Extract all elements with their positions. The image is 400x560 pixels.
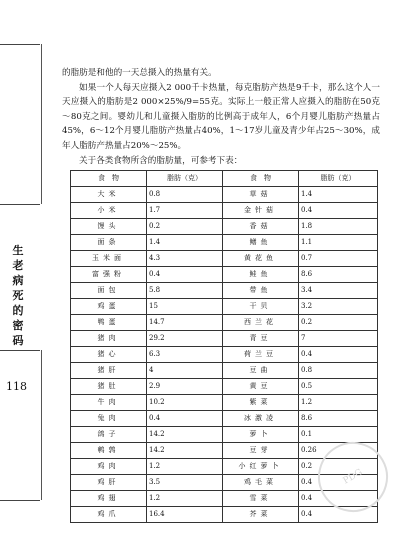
table-row bbox=[71, 378, 378, 394]
food-name-cell: 大米 bbox=[71, 186, 147, 202]
food-name-cell: 西兰花 bbox=[223, 314, 299, 330]
watermark-seal: PDG bbox=[305, 429, 400, 525]
fat-value-cell: 1.2 bbox=[147, 458, 223, 474]
food-name-cell: 面包 bbox=[71, 282, 147, 298]
fat-value-cell: 14.7 bbox=[147, 314, 223, 330]
food-name-cell: 荷兰豆 bbox=[223, 346, 299, 362]
fat-value-cell: 0.4 bbox=[299, 346, 378, 362]
food-name-cell: 猪肉 bbox=[71, 330, 147, 346]
header-fat: 脂肪（克） bbox=[299, 170, 378, 186]
running-title-char: 老 bbox=[12, 259, 24, 272]
food-name-cell: 鸡翅 bbox=[71, 490, 147, 506]
food-name-cell: 鲑鱼 bbox=[223, 266, 299, 282]
food-name-cell: 雪菜 bbox=[223, 490, 299, 506]
food-name-cell: 金针菇 bbox=[223, 202, 299, 218]
food-name-cell: 鸡爪 bbox=[71, 506, 147, 522]
table-row bbox=[71, 266, 378, 282]
food-name-cell: 面条 bbox=[71, 234, 147, 250]
table-row bbox=[71, 506, 378, 522]
running-title bbox=[11, 243, 25, 348]
food-name-cell: 带鱼 bbox=[223, 282, 299, 298]
fat-value-cell: 16.4 bbox=[147, 506, 223, 522]
fat-value-cell: 2.9 bbox=[147, 378, 223, 394]
fat-value-cell: 29.2 bbox=[147, 330, 223, 346]
table-row bbox=[71, 186, 378, 202]
margin-rule-lower bbox=[0, 350, 40, 351]
fat-value-cell: 4 bbox=[147, 362, 223, 378]
food-name-cell: 玉米面 bbox=[71, 250, 147, 266]
fat-value-cell: 0.8 bbox=[299, 362, 378, 378]
fat-value-cell: 0.26 bbox=[299, 442, 378, 458]
food-name-cell: 富强粉 bbox=[71, 266, 147, 282]
margin-rule-bottom bbox=[0, 500, 40, 501]
food-name-cell: 芥菜 bbox=[223, 506, 299, 522]
margin-rule-top bbox=[0, 44, 40, 45]
table-row bbox=[71, 426, 378, 442]
fat-value-cell: 15 bbox=[147, 298, 223, 314]
food-name-cell: 冰激凌 bbox=[223, 410, 299, 426]
fat-value-cell: 10.2 bbox=[147, 394, 223, 410]
fat-value-cell: 1.2 bbox=[147, 490, 223, 506]
food-name-cell: 豆曲 bbox=[223, 362, 299, 378]
fat-value-cell: 14.2 bbox=[147, 426, 223, 442]
fat-value-cell: 0.2 bbox=[299, 458, 378, 474]
food-name-cell: 草菇 bbox=[223, 186, 299, 202]
fat-value-cell: 0.4 bbox=[299, 506, 378, 522]
fat-value-cell: 5.8 bbox=[147, 282, 223, 298]
fat-value-cell: 8.6 bbox=[299, 266, 378, 282]
table-row bbox=[71, 330, 378, 346]
running-title-char: 病 bbox=[12, 274, 24, 287]
fat-value-cell: 3.5 bbox=[147, 474, 223, 490]
margin-vertical-line bbox=[41, 44, 42, 204]
fat-value-cell: 0.4 bbox=[299, 474, 378, 490]
fat-value-cell: 0.2 bbox=[147, 218, 223, 234]
header-food: 食 物 bbox=[223, 170, 299, 186]
fat-value-cell: 0.7 bbox=[299, 250, 378, 266]
page-number: 118 bbox=[6, 380, 27, 393]
table-row bbox=[71, 298, 378, 314]
fat-value-cell: 3.2 bbox=[299, 298, 378, 314]
food-name-cell: 豆芽 bbox=[223, 442, 299, 458]
food-name-cell: 小红萝卜 bbox=[223, 458, 299, 474]
table-row bbox=[71, 346, 378, 362]
table-row bbox=[71, 202, 378, 218]
running-title-char: 死 bbox=[12, 289, 24, 302]
table-row bbox=[71, 218, 378, 234]
fat-value-cell: 0.4 bbox=[299, 490, 378, 506]
fat-value-cell: 1.2 bbox=[299, 394, 378, 410]
food-name-cell: 黄豆 bbox=[223, 378, 299, 394]
fat-value-cell: 0.1 bbox=[299, 426, 378, 442]
food-name-cell: 鸽子 bbox=[71, 426, 147, 442]
running-title-char: 的 bbox=[12, 304, 24, 317]
fat-value-cell: 0.4 bbox=[299, 202, 378, 218]
food-name-cell: 鸡毛菜 bbox=[223, 474, 299, 490]
fat-value-cell: 3.4 bbox=[299, 282, 378, 298]
food-name-cell: 小米 bbox=[71, 202, 147, 218]
running-title-char: 密 bbox=[12, 319, 24, 332]
fat-value-cell: 1.4 bbox=[299, 186, 378, 202]
fat-value-cell: 0.2 bbox=[299, 314, 378, 330]
food-name-cell: 馒头 bbox=[71, 218, 147, 234]
header-food: 食 物 bbox=[71, 170, 147, 186]
food-name-cell: 干贝 bbox=[223, 298, 299, 314]
food-name-cell: 鳝鱼 bbox=[223, 234, 299, 250]
food-name-cell: 鹌鹑 bbox=[71, 442, 147, 458]
fat-value-cell: 1.4 bbox=[147, 234, 223, 250]
fat-value-cell: 4.3 bbox=[147, 250, 223, 266]
fat-value-cell: 7 bbox=[299, 330, 378, 346]
table-row bbox=[71, 410, 378, 426]
food-name-cell: 萝卜 bbox=[223, 426, 299, 442]
fat-value-cell: 1.1 bbox=[299, 234, 378, 250]
paragraph-continuation: 的脂肪是和他的一天总摄入的热量有关。 bbox=[62, 68, 217, 78]
fat-value-cell: 14.2 bbox=[147, 442, 223, 458]
food-name-cell: 猪肚 bbox=[71, 378, 147, 394]
fat-value-cell: 0.5 bbox=[299, 378, 378, 394]
margin-rule-middle bbox=[0, 204, 40, 205]
food-name-cell: 紫菜 bbox=[223, 394, 299, 410]
fat-value-cell: 1.7 bbox=[147, 202, 223, 218]
food-name-cell: 牛肉 bbox=[71, 394, 147, 410]
food-name-cell: 青豆 bbox=[223, 330, 299, 346]
table-header-row bbox=[71, 170, 378, 186]
table-row bbox=[71, 314, 378, 330]
fat-value-cell: 1.8 bbox=[299, 218, 378, 234]
food-name-cell: 鸡蛋 bbox=[71, 298, 147, 314]
paragraph-fat-intake: 如果一个人每天应摄入2 000千卡热量，每克脂肪产热是9千卡，那么这个人一天应摄入的脂肪是2 000×25%/9=55克。实际上一般正常人应摄入的脂肪在50克～80克之间。婴幼儿和儿童摄入脂肪的比例高于成年人，6个月婴儿脂肪产热量占45%，6～12个月婴儿脂肪产热量占40%，1～17岁儿童及青少年占25～30%，成年人脂肪产热量占20%～25%。 bbox=[62, 82, 380, 151]
table-row bbox=[71, 362, 378, 378]
food-name-cell: 鸡肉 bbox=[71, 458, 147, 474]
food-name-cell: 猪肝 bbox=[71, 362, 147, 378]
table-row bbox=[71, 234, 378, 250]
margin-vertical-line-lower bbox=[41, 350, 42, 500]
fat-value-cell: 6.3 bbox=[147, 346, 223, 362]
food-name-cell: 猪心 bbox=[71, 346, 147, 362]
fat-value-cell: 0.4 bbox=[147, 410, 223, 426]
header-fat: 脂肪（克） bbox=[147, 170, 223, 186]
table-row bbox=[71, 282, 378, 298]
fat-value-cell: 0.8 bbox=[147, 186, 223, 202]
food-name-cell: 兔肉 bbox=[71, 410, 147, 426]
food-name-cell: 香菇 bbox=[223, 218, 299, 234]
food-name-cell: 鸡肝 bbox=[71, 474, 147, 490]
food-name-cell: 黄花鱼 bbox=[223, 250, 299, 266]
table-row bbox=[71, 250, 378, 266]
table-caption: 关于各类食物所含的脂肪量，可参考下表： bbox=[79, 155, 243, 166]
running-title-char: 码 bbox=[12, 334, 24, 347]
fat-value-cell: 8.6 bbox=[299, 410, 378, 426]
fat-value-cell: 0.4 bbox=[147, 266, 223, 282]
table-row bbox=[71, 394, 378, 410]
running-title-char: 生 bbox=[12, 244, 24, 257]
food-name-cell: 鸭蛋 bbox=[71, 314, 147, 330]
